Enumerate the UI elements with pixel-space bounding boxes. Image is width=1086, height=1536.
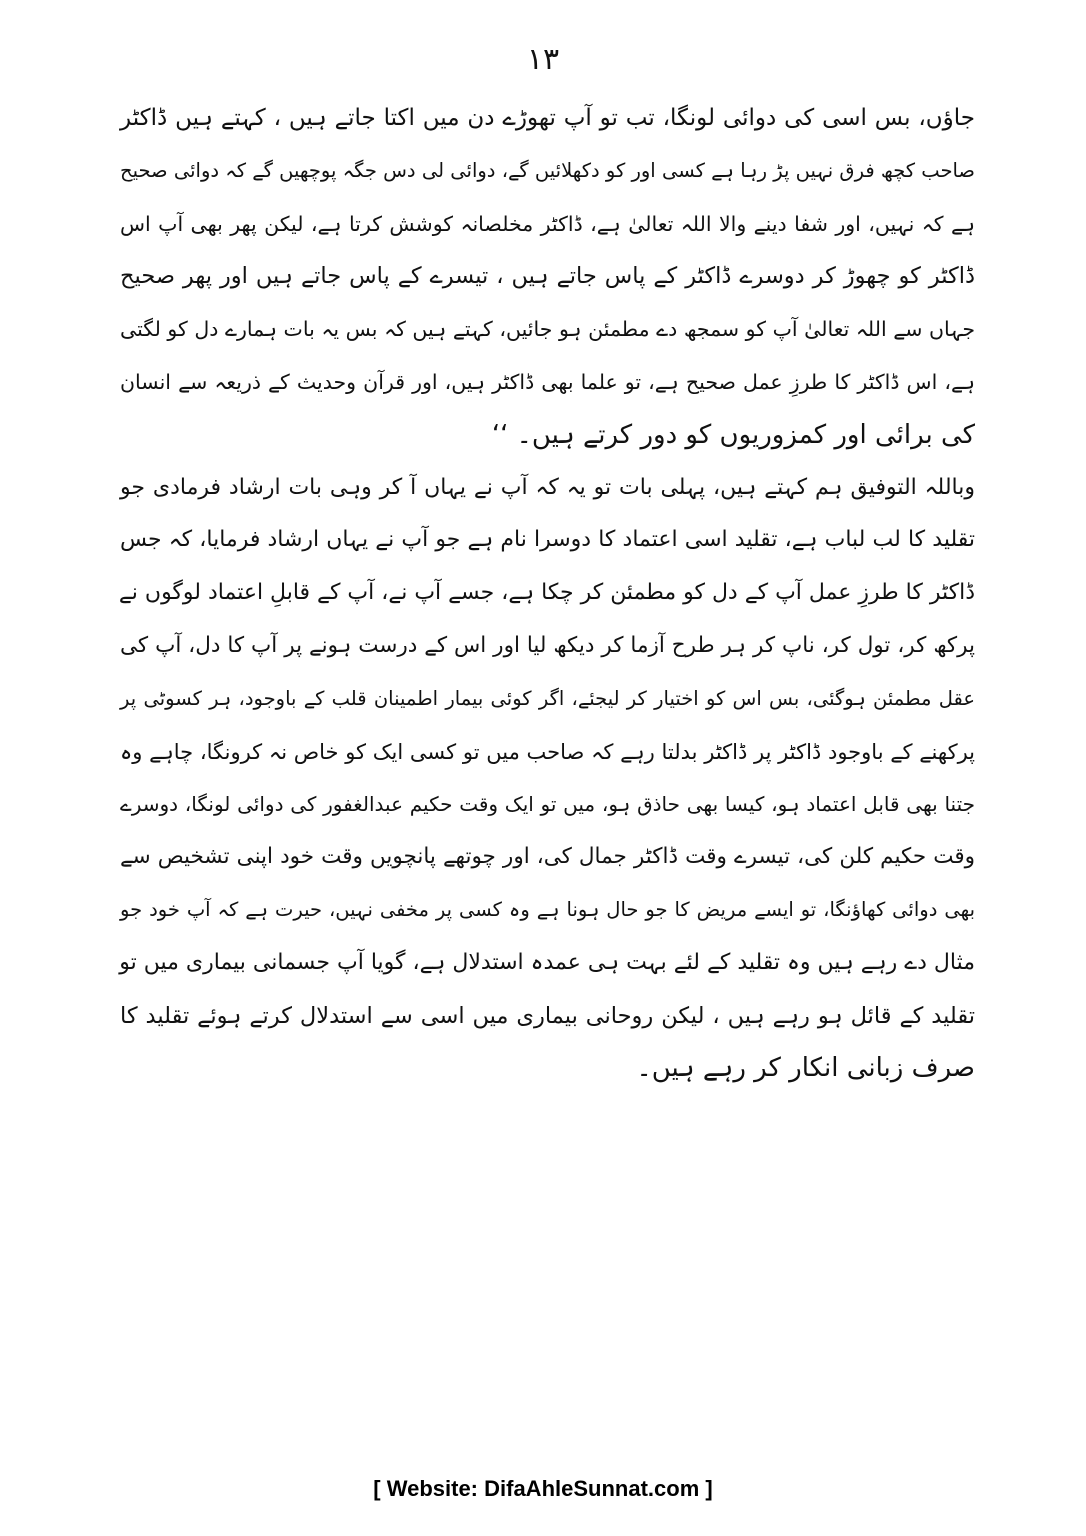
text-line-6: ہے، اس ڈاکٹر کا طرزِ عمل صحیح ہے، تو علما بھی ڈاکٹر ہیں، اور قرآن وحدیث کے ذریعہ سے انسان: [120, 369, 975, 394]
text-line-5: جہاں سے اللہ تعالیٰ آپ کو سمجھ دے مطمئن ہو جائیں، کہتے ہیں کہ بس یہ بات ہمارے دل کو لگتی: [120, 317, 975, 342]
text-line-10: ڈاکٹر کا طرزِ عمل آپ کے دل کو مطمئن کر چکا ہے، جسے آپ نے، آپ کے قابلِ اعتماد لوگوں نے: [118, 580, 975, 606]
text-line-11: پرکھ کر، تول کر، ناپ کر ہر طرح آزما کر دیکھ لیا اور اس کے درست ہونے پر آپ کا دل، آپ کی: [120, 632, 975, 658]
text-line-4: ڈاکٹر کو چھوڑ کر دوسرے ڈاکٹر کے پاس جاتے ہیں ، تیسرے کے پاس جاتے ہیں اور پھر صحیح: [120, 263, 975, 290]
text-line-16: بھی دوائی کھاؤنگا، تو ایسے مریض کا جو حال ہونا ہے وہ کسی پر مخفی نہیں، حیرت ہے کہ آپ خود جو: [120, 897, 975, 921]
text-line-12: عقل مطمئن ہوگئی، بس اس کو اختیار کر لیجئے، اگر کوئی بیمار اطمینان قلب کے باوجود، ہر کسوٹی پر: [120, 686, 975, 710]
page-number: ۱۳: [526, 42, 560, 77]
website-footer: [ Website: DifaAhleSunnat.com ]: [373, 1476, 713, 1501]
text-line-18: تقلید کے قائل ہو رہے ہیں ، لیکن روحانی بیماری میں اسی سے استدلال کرتے ہوئے تقلید کا: [120, 1002, 975, 1029]
text-line-2: صاحب کچھ فرق نہیں پڑ رہا ہے کسی اور کو دکھلائیں گے، دوائی لی دس جگہ پوچھیں گے کہ دوائی صحیح: [120, 158, 975, 182]
text-line-8: وباللہ التوفیق ہم کہتے ہیں، پہلی بات تو یہ کہ آپ نے یہاں آ کر وہی بات ارشاد فرمادی جو: [120, 474, 975, 500]
text-line-14: جتنا بھی قابل اعتماد ہو، کیسا بھی حاذق ہو، میں تو ایک وقت حکیم عبدالغفور کی دوائی لونگا، دوسرے: [120, 792, 975, 817]
text-line-19: صرف زبانی انکار کر رہے ہیں۔: [636, 1053, 975, 1084]
text-line-9: تقلید کا لب لباب ہے، تقلید اسی اعتماد کا دوسرا نام ہے جو آپ نے یہاں ارشاد فرمایا، کہ جس: [120, 527, 975, 553]
text-line-17: مثال دے رہے ہیں وہ تقلید کے لئے بہت ہی عمدہ استدلال ہے، گویا آپ جسمانی بیماری میں تو: [119, 949, 975, 975]
text-line-1: جاؤں، بس اسی کی دوائی لونگا، تب تو آپ تھوڑے دن میں اکتا جاتے ہیں ، کہتے ہیں ڈاکٹر: [120, 105, 975, 131]
text-line-3: ہے کہ نہیں، اور شفا دینے والا اللہ تعالیٰ ہے، ڈاکٹر مخلصانہ کوشش کرتا ہے، لیکن پھر بھی آپ اس: [120, 211, 975, 236]
text-line-7: کی برائی اور کمزوریوں کو دور کرتے ہیں۔ ‘‘: [491, 419, 975, 450]
text-line-15: وقت حکیم کلن کی، تیسرے وقت ڈاکٹر جمال کی، اور چوتھے پانچویں وقت خود اپنی تشخیص سے: [120, 844, 975, 870]
body-text: [120, 92, 975, 1095]
text-line-13: پرکھنے کے باوجود ڈاکٹر پر ڈاکٹر بدلتا رہے کہ صاحب میں تو کسی ایک کو خاص نہ کرونگا، چاہے وہ: [120, 739, 975, 764]
